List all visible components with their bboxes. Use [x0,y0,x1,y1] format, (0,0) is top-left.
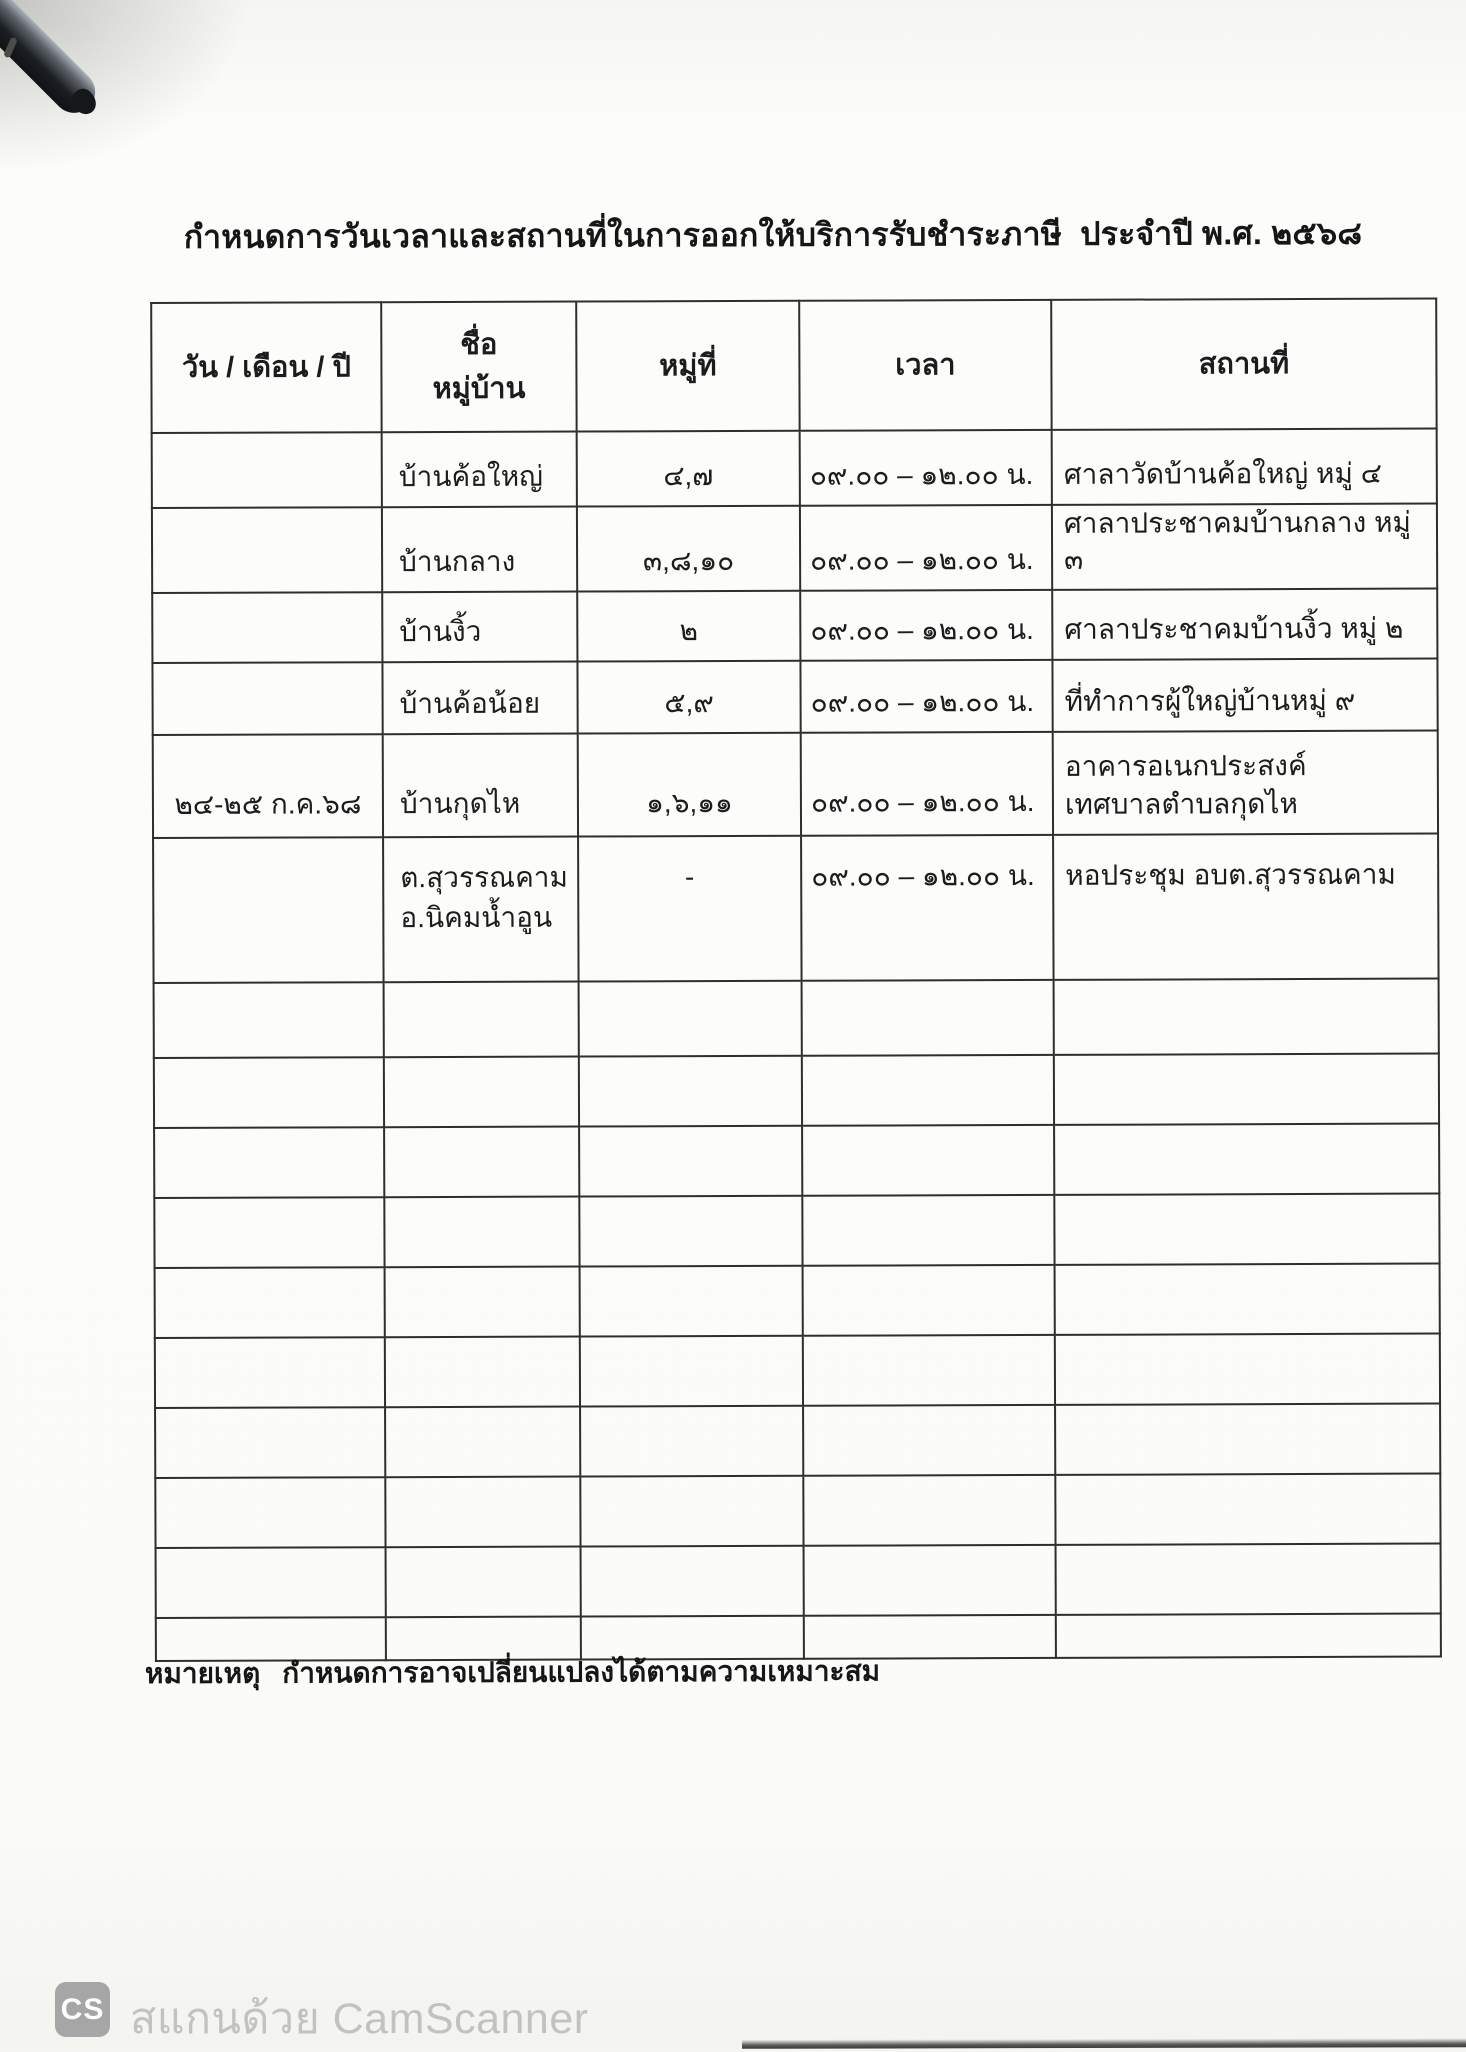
footnote-label: หมายเหตุ [144,1657,261,1690]
cell-date [152,432,382,508]
cell-time: ๐๙.๐๐ – ๑๒.๐๐ น. [800,590,1052,661]
header-time: เวลา [799,300,1051,431]
camscanner-watermark-text: สแกนด้วย CamScanner [130,1995,589,2043]
empty-row [154,1194,1439,1268]
header-date: วัน / เดือน / ปี [151,302,381,433]
cell-date [152,592,382,663]
cell-date [152,662,382,735]
cell-time: ๐๙.๐๐ – ๑๒.๐๐ น. [800,505,1052,591]
empty-row [155,1474,1440,1548]
header-place: สถานที่ [1051,299,1436,430]
empty-row [155,1334,1440,1408]
cell-time: ๐๙.๐๐ – ๑๒.๐๐ น. [801,835,1054,981]
table-header-row [151,299,1436,433]
header-moo: หมู่ที่ [576,301,799,432]
cell-village: บ้านงิ้ว [382,592,577,663]
cell-date [153,837,384,983]
cell-moo: ๓,๘,๑๐ [577,506,800,592]
cell-place: หอประชุม อบต.สุวรรณคาม [1053,834,1439,980]
cell-place: ศาลาวัดบ้านค้อใหญ่ หมู่ ๔ [1052,429,1437,505]
table-row [152,504,1437,593]
cell-moo: ๑,๖,๑๑ [578,733,801,837]
table-row [152,659,1437,735]
cell-village: ต.สุวรรณคาม อ.นิคมน้ำอูน [383,837,579,983]
table-row [152,589,1437,663]
schedule-table [150,298,1442,1662]
empty-row [155,1264,1440,1338]
cell-village: บ้านกลาง [382,507,577,593]
cell-village: บ้านค้อน้อย [382,662,577,735]
cell-place: ที่ทำการผู้ใหญ่บ้านหมู่ ๙ [1052,659,1437,732]
cell-place: ศาลาประชาคมบ้านกลาง หมู่ ๓ [1052,504,1437,590]
cell-time: ๐๙.๐๐ – ๑๒.๐๐ น. [800,430,1052,506]
camscanner-logo: CS [55,1982,110,2037]
cell-moo: ๒ [577,591,800,662]
empty-row [156,1544,1441,1618]
cell-date [152,507,382,593]
cell-moo: ๔,๗ [577,431,800,507]
cell-time: ๐๙.๐๐ – ๑๒.๐๐ น. [801,732,1053,836]
empty-row [154,979,1439,1058]
table-row [153,834,1438,983]
empty-row [155,1404,1440,1478]
header-village: ชื่อ หมู่บ้าน [381,302,576,433]
cell-moo: - [578,836,802,982]
empty-row [154,1124,1439,1198]
cell-moo: ๕,๙ [577,661,800,734]
footnote-text: กำหนดการอาจเปลี่ยนแปลงได้ตามความเหมาะสม [282,1655,881,1689]
scan-edge-artifact [742,2038,1466,2049]
cell-place: อาคารอเนกประสงค์ เทศบาลตำบลกุดไห [1053,731,1438,835]
table-row [152,429,1437,508]
cell-place: ศาลาประชาคมบ้านงิ้ว หมู่ ๒ [1052,589,1437,660]
table-row [153,731,1438,838]
footnote [145,1649,880,1696]
page-title: กำหนดการวันเวลาและสถานที่ในการออกให้บริการรับชำระภาษี ประจำปี พ.ศ. ๒๕๖๘ [183,214,1363,255]
cell-village: บ้านกุดไห [383,734,578,838]
empty-row [154,1054,1439,1128]
cell-date: ๒๔-๒๕ ก.ค.๖๘ [153,734,383,838]
cell-time: ๐๙.๐๐ – ๑๒.๐๐ น. [800,660,1052,733]
cell-village: บ้านค้อใหญ่ [382,432,577,508]
